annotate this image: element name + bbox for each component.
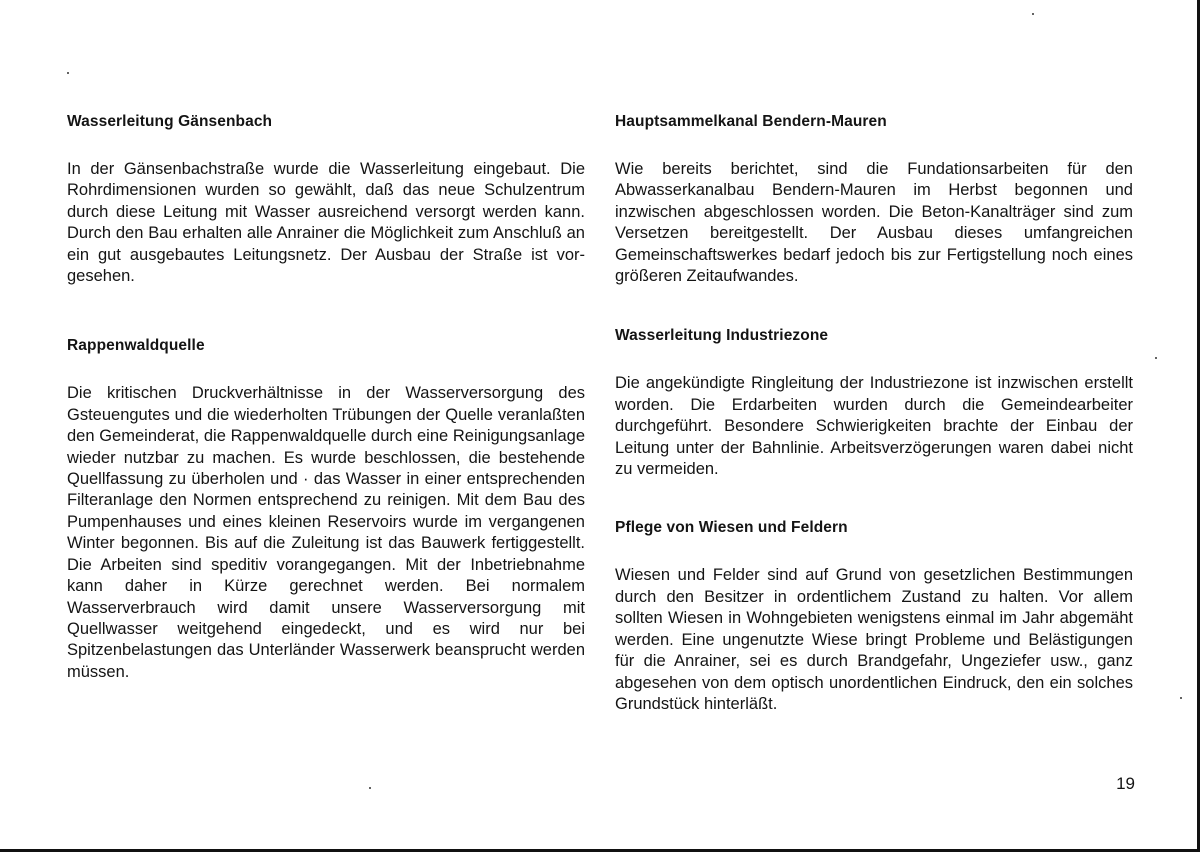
section-body-wasserleitung-industriezone: Die angekündigte Ringleitung der Industriezone ist inzwischen erstellt worden. Die Erdarbeiten wurden durch die Gemeindearbeiter durchgeführt. Besondere Schwierigkeiten brachte der Einbau der Leitung unter der Bahnlinie. Arbeitsverzögerungen waren dabei nicht zu vermeiden. bbox=[615, 374, 1133, 479]
section-body-rappenwaldquelle: Die kritischen Druckverhältnisse in der Wasserversorgung des Gsteuengutes und die wiederholten Trübungen der Quelle veranlaßten den Gemeinderat, die Rappenwaldquelle durch eine Reinigungsanlage wieder nutzbar zu machen. Es wurde beschlossen, die bestehende Quellfassung zu überholen und · das Wasser in einer entsprechenden Filteranlage den Normen entsprechend zu reinigen. Mit dem Bau des Pumpenhauses und eines kleinen Reservoirs wurde im vergangenen Winter begonnen. Bis auf die Zuleitung ist das Bauwerk fertiggestellt. Die Arbeiten sind speditiv vorangegangen. Mit der Inbetriebnahme kann daher in Kürze gerechnet werden. Bei normalem Wasserverbrauch wird damit unsere Wasserversorgung mit Quellwasser weitgehend eingedeckt, und es wird nur bei Spitzenbelastungen das Unterländer Wasserwerk beansprucht werden müssen. bbox=[67, 384, 585, 681]
section-heading-rappenwaldquelle: Rappenwaldquelle bbox=[67, 337, 205, 355]
section-heading-wasserleitung-gaensenbach: Wasserleitung Gänsenbach bbox=[67, 113, 273, 130]
scan-speck bbox=[1155, 357, 1157, 359]
scan-speck bbox=[1180, 697, 1182, 699]
section-heading-wasserleitung-industriezone: Wasserleitung Industriezone bbox=[615, 327, 829, 345]
section-body-hauptsammelkanal: Wie bereits berichtet, sind die Fundationsarbeiten für den Abwasserkanalbau Bendern-Mauren im Herbst begonnen und inzwischen abgeschlossen worden. Die Beton-Kanalträger sind zum Versetzen bereitgestellt. Der Ausbau dieses umfangreichen Gemeinschaftswerkes bedarf jedoch bis zur Fertigstellung noch eines größeren Zeitaufwandes. bbox=[615, 160, 1133, 286]
section-heading-hauptsammelkanal: Hauptsammelkanal Bendern-Mauren bbox=[615, 113, 887, 130]
right-column bbox=[615, 112, 1133, 715]
section-heading-pflege-wiesen-feldern: Pflege von Wiesen und Feldern bbox=[615, 519, 848, 537]
scan-speck bbox=[1032, 13, 1034, 15]
page-number: 19 bbox=[1116, 774, 1135, 793]
left-column bbox=[67, 112, 585, 683]
scan-speck bbox=[369, 787, 371, 789]
section-body-wasserleitung-gaensenbach: In der Gänsenbachstraße wurde die Wasserleitung eingebaut. Die Rohrdimensionen wurden so gewählt, daß das neue Schulzentrum durch diese Leitung mit Wasser ausreichend versorgt werden kann. Durch den Bau erhalten alle Anrainer die Möglichkeit zum Anschluß an ein gut ausgebautes Leitungsnetz. Der Ausbau der Straße ist vorgesehen. bbox=[67, 160, 585, 286]
scan-speck bbox=[67, 72, 69, 74]
section-body-pflege-wiesen-feldern: Wiesen und Felder sind auf Grund von gesetzlichen Bestimmungen durch den Besitzer in ordentlichem Zustand zu halten. Vor allem sollten Wiesen in Wohngebieten wenigstens einmal im Jahr abgemäht werden. Eine ungenutzte Wiese bringt Probleme und Belästigungen für die Anrainer, sei es durch Brandgefahr, Ungeziefer usw., ganz abgesehen von dem optisch unordentlichen Eindruck, den ein solches Grundstück hinterläßt. bbox=[615, 566, 1133, 713]
